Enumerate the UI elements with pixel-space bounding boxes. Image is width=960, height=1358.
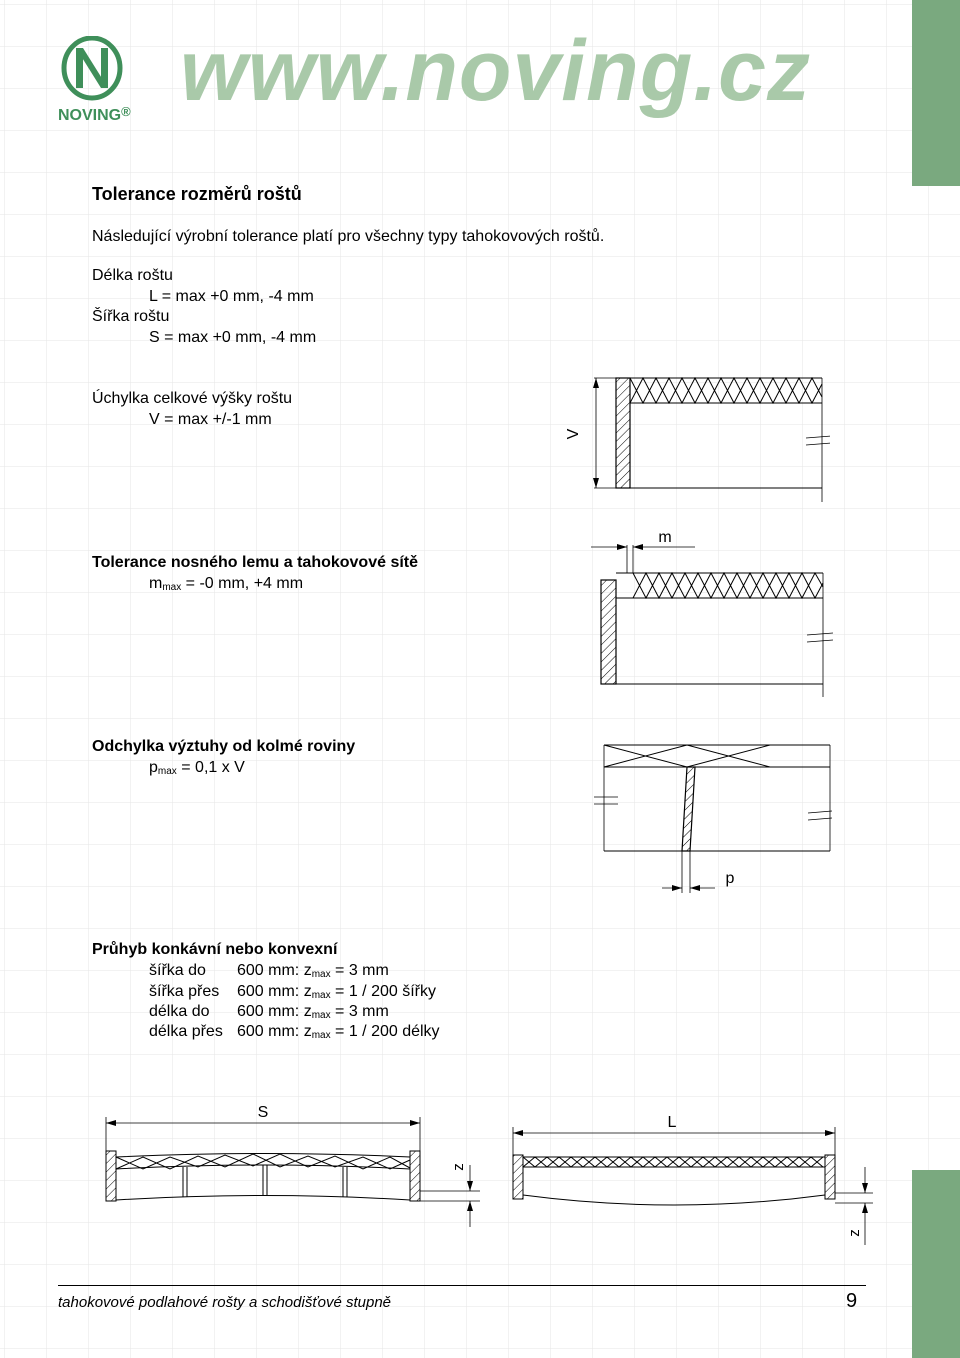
logo-brand xyxy=(58,104,131,125)
height-value: V = max +/-1 mm xyxy=(149,411,272,428)
stiffener-label: Odchylka výztuhy od kolmé roviny xyxy=(92,738,356,755)
dim-z-label-length: z xyxy=(846,1229,863,1237)
dim-v-label: V xyxy=(565,428,582,440)
page-title: Tolerance rozměrů roštů xyxy=(92,184,302,204)
accent-bar-bottom xyxy=(912,1170,960,1358)
deflection-row: délka přes 600 mm: $z_{max} = 1 / 200$ délky xyxy=(149,1023,440,1041)
dim-p-label: p xyxy=(725,870,735,887)
height-label: Úchylka celkové výšky roštu xyxy=(92,390,293,407)
dim-z-label: z xyxy=(450,1163,467,1171)
rim-value: $m_{max} = -0$ mm, +4 mm xyxy=(149,575,304,593)
dim-l-label: L xyxy=(667,1114,677,1131)
footer-divider xyxy=(58,1285,866,1286)
accent-bar-top xyxy=(912,0,960,186)
length-value: L = max +0 mm, -4 mm xyxy=(149,288,314,305)
registered-mark: ® xyxy=(121,104,131,119)
dim-s-label: S xyxy=(257,1104,269,1121)
footer-text: tahokovové podlahové rošty a schodišťové stupně xyxy=(58,1294,392,1311)
deflection-row: šířka do 600 mm: $z_{max} = 3$ mm xyxy=(149,962,389,980)
brand-name: NOVING xyxy=(58,107,122,124)
width-label: Šířka roštu xyxy=(92,308,170,325)
site-url[interactable]: www.noving.cz xyxy=(180,23,811,119)
length-label: Délka roštu xyxy=(92,267,173,284)
width-deflection-diagram xyxy=(98,1095,483,1230)
deflection-row: délka do 600 mm: $z_{max} = 3$ mm xyxy=(149,1003,389,1021)
deflection-label: Průhyb konkávní nebo konvexní xyxy=(92,941,338,958)
page-number: 9 xyxy=(846,1290,858,1312)
rim-label: Tolerance nosného lemu a tahokovové sítě xyxy=(92,554,419,571)
rim-diagram xyxy=(585,525,835,700)
stiffener-diagram xyxy=(590,735,835,900)
width-value: S = max +0 mm, -4 mm xyxy=(149,329,317,346)
intro-text: Následující výrobní tolerance platí pro všechny typy tahokovových roštů. xyxy=(92,228,605,245)
stiffener-value: $p_{max} = 0,1$ x V xyxy=(149,759,245,777)
dim-m-label: m xyxy=(658,529,672,546)
height-diagram xyxy=(560,370,830,505)
length-deflection-diagram xyxy=(505,1105,880,1250)
deflection-row: šířka přes 600 mm: $z_{max} = 1 / 200$ šířky xyxy=(149,983,436,1001)
